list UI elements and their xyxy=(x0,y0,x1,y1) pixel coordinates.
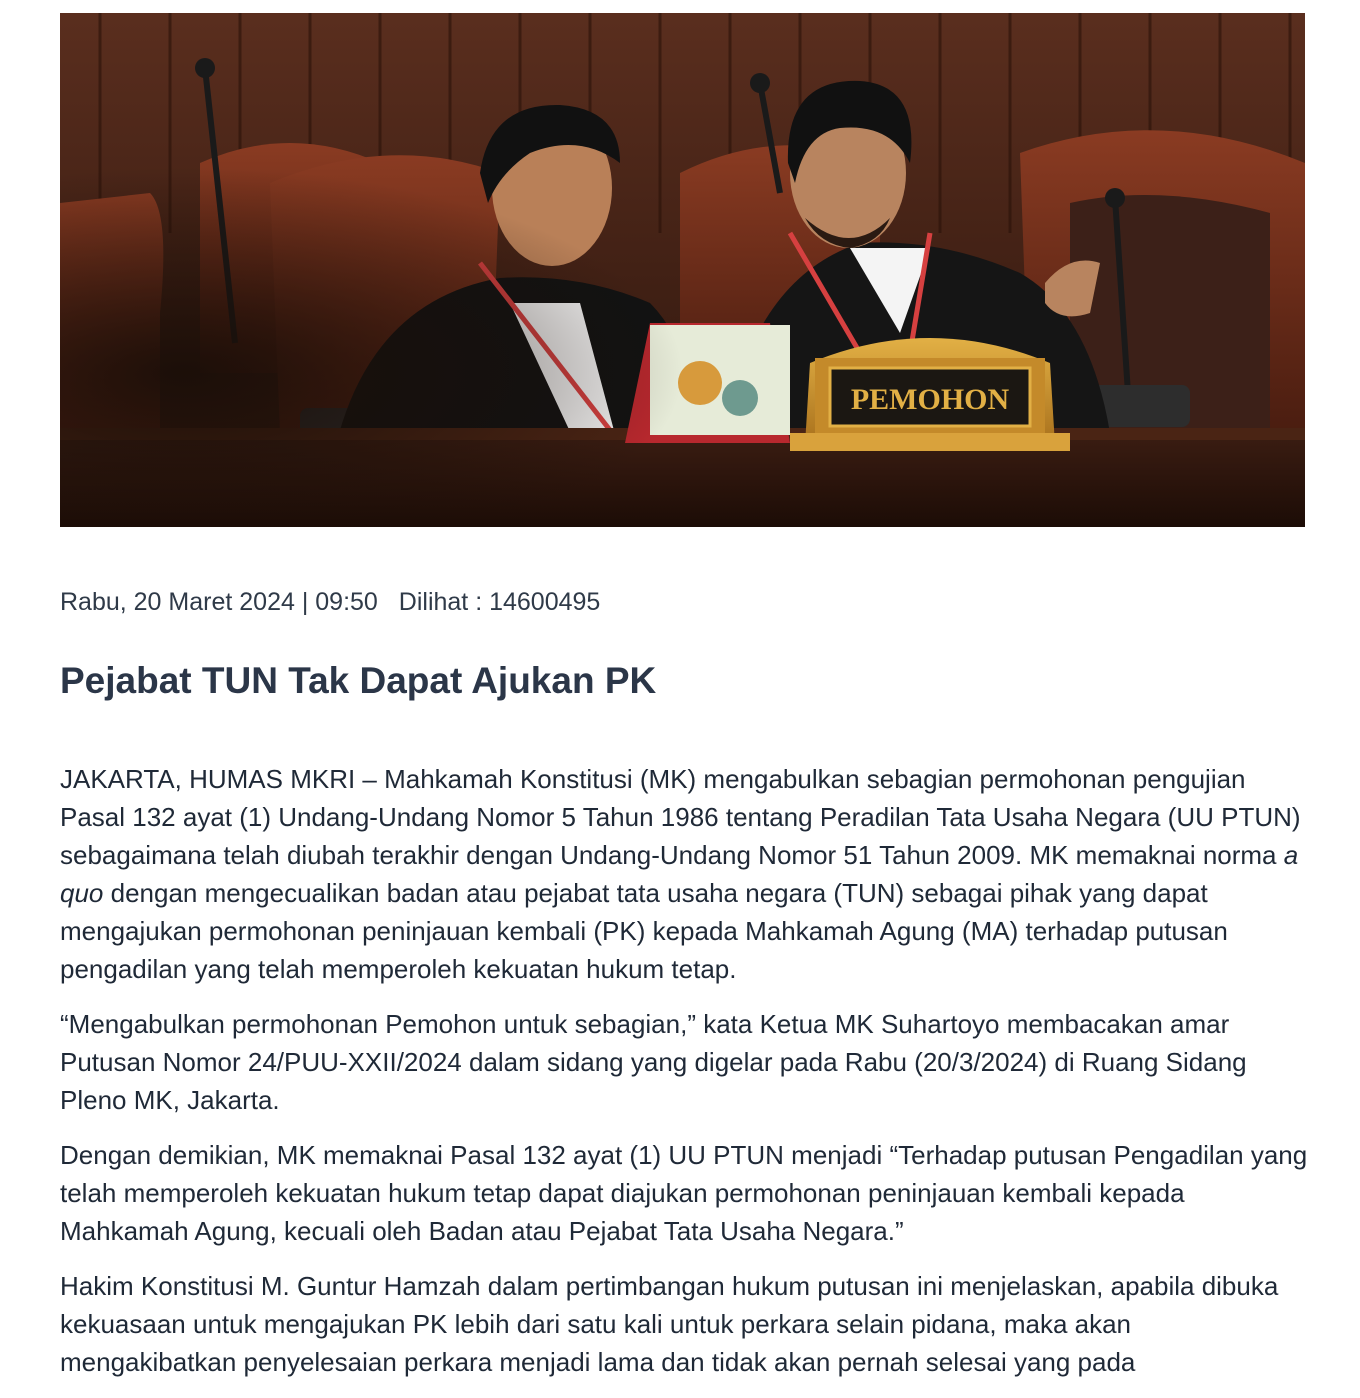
article-paragraph: Hakim Konstitusi M. Guntur Hamzah dalam pertimbangan hukum putusan ini menjelaskan, apabila dibuka kekuasaan untuk mengajukan PK lebih dari satu kali untuk perkara selain pidana, maka akan mengakibatkan penyelesaian perkara menjadi lama dan tidak akan pernah selesai yang pada xyxy=(60,1271,1279,1377)
paragraph-text: dengan mengecualikan badan atau pejabat tata usaha negara (TUN) sebagai pihak yang dapat mengajukan permohonan peninjauan kembali (PK) kepada Mahkamah Agung (MA) terhadap putusan pengadilan yang telah memperoleh kekuatan hukum tetap. xyxy=(60,878,1228,984)
article-date: Rabu, 20 Maret 2024 | 09:50 xyxy=(60,588,378,616)
view-count: Dilihat : 14600495 xyxy=(398,588,601,616)
article-body xyxy=(60,760,1310,1398)
hero-photo-illustration xyxy=(60,13,1305,527)
article-paragraph: “Mengabulkan permohonan Pemohon untuk sebagian,” kata Ketua MK Suhartoyo membacakan amar Putusan Nomor 24/PUU-XXII/2024 dalam sidang yang digelar pada Rabu (20/3/2024) di Ruang Sidang Pleno MK, Jakarta. xyxy=(60,1009,1247,1115)
article-paragraph xyxy=(60,760,1310,988)
article-title: Pejabat TUN Tak Dapat Ajukan PK xyxy=(60,660,657,701)
article-paragraph: Dengan demikian, MK memaknai Pasal 132 ayat (1) UU PTUN menjadi “Terhadap putusan Pengadilan yang telah memperoleh kekuatan hukum tetap dapat diajukan permohonan peninjauan kembali kepada Mahkamah Agung, kecuali oleh Badan atau Pejabat Tata Usaha Negara.” xyxy=(60,1140,1308,1246)
paragraph-text: JAKARTA, HUMAS MKRI – Mahkamah Konstitusi (MK) mengabulkan sebagian permohonan pengujian Pasal 132 ayat (1) Undang-Undang Nomor 5 Tahun 1986 tentang Peradilan Tata Usaha Negara (UU PTUN) sebagaimana telah diubah terakhir dengan Undang-Undang Nomor 51 Tahun 2009. MK memaknai norma xyxy=(60,764,1301,870)
article-meta xyxy=(60,588,600,617)
italic-term: a quo xyxy=(60,840,1299,908)
hero-photo xyxy=(60,13,1305,527)
